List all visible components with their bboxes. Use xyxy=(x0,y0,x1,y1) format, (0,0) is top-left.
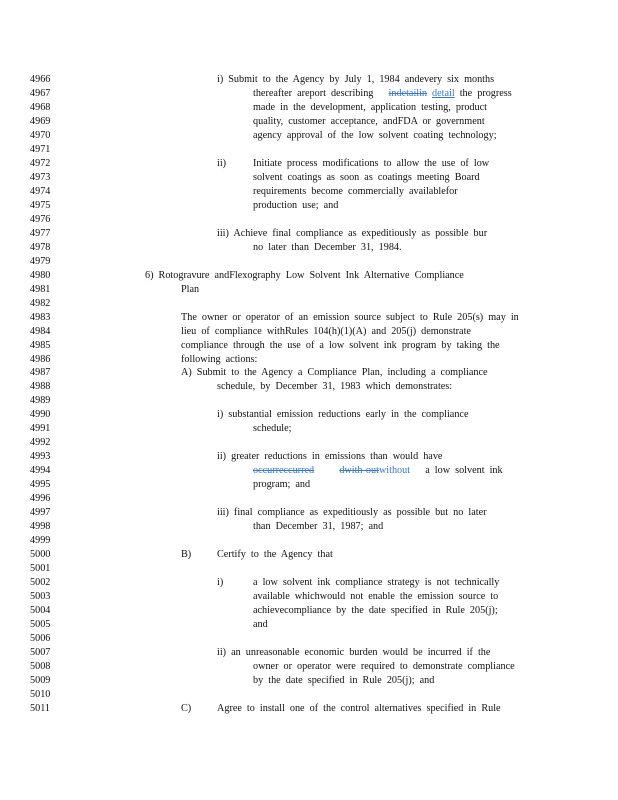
item-marker: ii) xyxy=(217,158,227,169)
line-text: by the date specified in Rule 205(j); and xyxy=(253,675,435,686)
line-number: 4981 xyxy=(30,284,51,295)
line-text: requirements become commercially availablefor xyxy=(253,186,458,197)
line-text: i) Submit to the Agency by July 1, 1984 andevery six months xyxy=(217,74,495,85)
line-text: The owner or operator of an emission source subject to Rule 205(s) may in xyxy=(181,312,519,323)
text-line xyxy=(0,73,618,87)
line-text: Initiate process modifications to allow the use of low xyxy=(253,158,490,169)
line-text: compliance through the use of a low solvent ink program by taking the xyxy=(181,340,500,351)
line-number: 5010 xyxy=(30,689,51,700)
line-text: no later than December 31, 1984. xyxy=(253,242,402,253)
line-text: solvent coatings as soon as coatings meeting Board xyxy=(253,172,480,183)
item-marker: B) xyxy=(181,549,192,560)
line-number: 4987 xyxy=(30,367,51,378)
line-number: 4983 xyxy=(30,312,51,323)
line-number: 4993 xyxy=(30,451,51,462)
text-line xyxy=(0,171,618,185)
line-number: 4984 xyxy=(30,326,51,337)
line-number: 4996 xyxy=(30,493,51,504)
item-marker: C) xyxy=(181,703,192,714)
text-line xyxy=(0,534,618,548)
line-text-segment: a low solvent ink xyxy=(425,465,503,476)
line-number: 4992 xyxy=(30,437,51,448)
text-line xyxy=(0,562,618,576)
text-line xyxy=(0,115,618,129)
line-number: 4999 xyxy=(30,535,51,546)
text-line xyxy=(0,576,618,590)
line-number: 4980 xyxy=(30,270,51,281)
line-number: 5003 xyxy=(30,591,51,602)
text-line xyxy=(0,353,618,367)
text-line xyxy=(0,478,618,492)
text-line xyxy=(0,436,618,450)
line-number: 5004 xyxy=(30,605,51,616)
line-text: ii) an unreasonable economic burden would be incurred if the xyxy=(217,647,491,658)
line-text-segment: thereafter areport describing xyxy=(253,88,374,99)
text-line xyxy=(0,283,618,297)
text-line xyxy=(0,702,618,716)
line-number: 5011 xyxy=(30,703,50,714)
line-number: 5006 xyxy=(30,633,51,644)
line-text: achievecompliance by the date specified in Rule 205(j); xyxy=(253,605,498,616)
text-line xyxy=(0,590,618,604)
line-number: 4972 xyxy=(30,158,51,169)
line-text: quality, customer acceptance, andFDA or government xyxy=(253,116,485,127)
text-line xyxy=(0,297,618,311)
text-line xyxy=(0,227,618,241)
line-number: 5001 xyxy=(30,563,51,574)
line-text: A) Submit to the Agency a Compliance Plan, including a compliance xyxy=(181,367,488,378)
line-number: 5009 xyxy=(30,675,51,686)
text-line xyxy=(0,422,618,436)
line-text: program; and xyxy=(253,479,311,490)
line-number: 4994 xyxy=(30,465,51,476)
text-line xyxy=(0,339,618,353)
line-number: 4989 xyxy=(30,395,51,406)
line-text: owner or operator were required to demonstrate compliance xyxy=(253,661,515,672)
text-line xyxy=(0,450,618,464)
text-line xyxy=(0,506,618,520)
line-text: schedule, by December 31, 1983 which demonstrates: xyxy=(217,381,453,392)
section-heading: 6) Rotogravure andFlexography Low Solvent Ink Alternative Compliance xyxy=(145,270,464,281)
line-text-segment: the progress xyxy=(459,88,512,99)
text-line xyxy=(0,311,618,325)
line-text: than December 31, 1987; and xyxy=(253,521,384,532)
text-line xyxy=(0,408,618,422)
line-number: 4969 xyxy=(30,116,51,127)
line-text: a low solvent ink compliance strategy is not technically xyxy=(253,577,500,588)
line-number: 4988 xyxy=(30,381,51,392)
line-number: 4978 xyxy=(30,242,51,253)
line-number: 4976 xyxy=(30,214,51,225)
line-text: production use; and xyxy=(253,200,339,211)
line-number: 4997 xyxy=(30,507,51,518)
text-line xyxy=(0,520,618,534)
line-number: 4975 xyxy=(30,200,51,211)
line-text: schedule; xyxy=(253,423,292,434)
text-line xyxy=(0,87,618,101)
section-heading: Plan xyxy=(181,284,200,295)
line-text: i) substantial emission reductions early in the compliance xyxy=(217,409,469,420)
line-number: 4998 xyxy=(30,521,51,532)
line-number: 4974 xyxy=(30,186,51,197)
line-text xyxy=(253,464,503,478)
line-number: 4986 xyxy=(30,354,51,365)
line-number: 5007 xyxy=(30,647,51,658)
text-line xyxy=(0,366,618,380)
line-number: 4985 xyxy=(30,340,51,351)
deleted-text: indetailin xyxy=(388,88,428,99)
line-number: 4966 xyxy=(30,74,51,85)
line-text: Agree to install one of the control alternatives specified in Rule xyxy=(217,703,501,714)
text-line xyxy=(0,241,618,255)
text-line xyxy=(0,213,618,227)
text-line xyxy=(0,269,618,283)
line-text: iii) final compliance as expeditiously as possible but no later xyxy=(217,507,487,518)
deleted-text: dwith-out xyxy=(339,465,379,476)
text-line xyxy=(0,185,618,199)
item-marker: i) xyxy=(217,577,224,588)
line-number: 5002 xyxy=(30,577,51,588)
text-line xyxy=(0,129,618,143)
line-number: 4995 xyxy=(30,479,51,490)
text-line xyxy=(0,464,618,478)
line-number: 4977 xyxy=(30,228,51,239)
inserted-text: detail xyxy=(432,88,455,99)
line-number: 4967 xyxy=(30,88,51,99)
text-line xyxy=(0,548,618,562)
line-text: made in the development, application testing, product xyxy=(253,102,487,113)
text-line xyxy=(0,157,618,171)
text-line xyxy=(0,660,618,674)
line-text: iii) Achieve final compliance as expeditiously as possible bur xyxy=(217,228,488,239)
line-number: 5005 xyxy=(30,619,51,630)
line-number: 4990 xyxy=(30,409,51,420)
text-line xyxy=(0,394,618,408)
line-number: 5008 xyxy=(30,661,51,672)
text-line xyxy=(0,604,618,618)
line-text xyxy=(253,87,512,101)
line-text: following actions: xyxy=(181,354,258,365)
line-text: agency approval of the low solvent coating technology; xyxy=(253,130,497,141)
line-number: 4973 xyxy=(30,172,51,183)
text-line xyxy=(0,688,618,702)
line-text: lieu of compliance withRules 104(h)(1)(A) and 205(j) demonstrate xyxy=(181,326,471,337)
line-number: 4968 xyxy=(30,102,51,113)
line-number: 4970 xyxy=(30,130,51,141)
line-number: 4979 xyxy=(30,256,51,267)
text-line xyxy=(0,618,618,632)
text-line xyxy=(0,646,618,660)
line-number: 4971 xyxy=(30,144,51,155)
line-text: and xyxy=(253,619,268,630)
inserted-text: without xyxy=(378,465,411,476)
text-line xyxy=(0,380,618,394)
text-line xyxy=(0,143,618,157)
line-text: Certify to the Agency that xyxy=(217,549,333,560)
text-line xyxy=(0,101,618,115)
text-line xyxy=(0,255,618,269)
line-number: 4982 xyxy=(30,298,51,309)
text-line xyxy=(0,674,618,688)
line-number: 4991 xyxy=(30,423,51,434)
text-line xyxy=(0,492,618,506)
line-text: available whichwould not enable the emission source to xyxy=(253,591,499,602)
text-line xyxy=(0,199,618,213)
deleted-text: occurreccurred xyxy=(253,465,315,476)
text-line xyxy=(0,632,618,646)
line-text: ii) greater reductions in emissions than would have xyxy=(217,451,443,462)
line-number: 5000 xyxy=(30,549,51,560)
text-line xyxy=(0,325,618,339)
